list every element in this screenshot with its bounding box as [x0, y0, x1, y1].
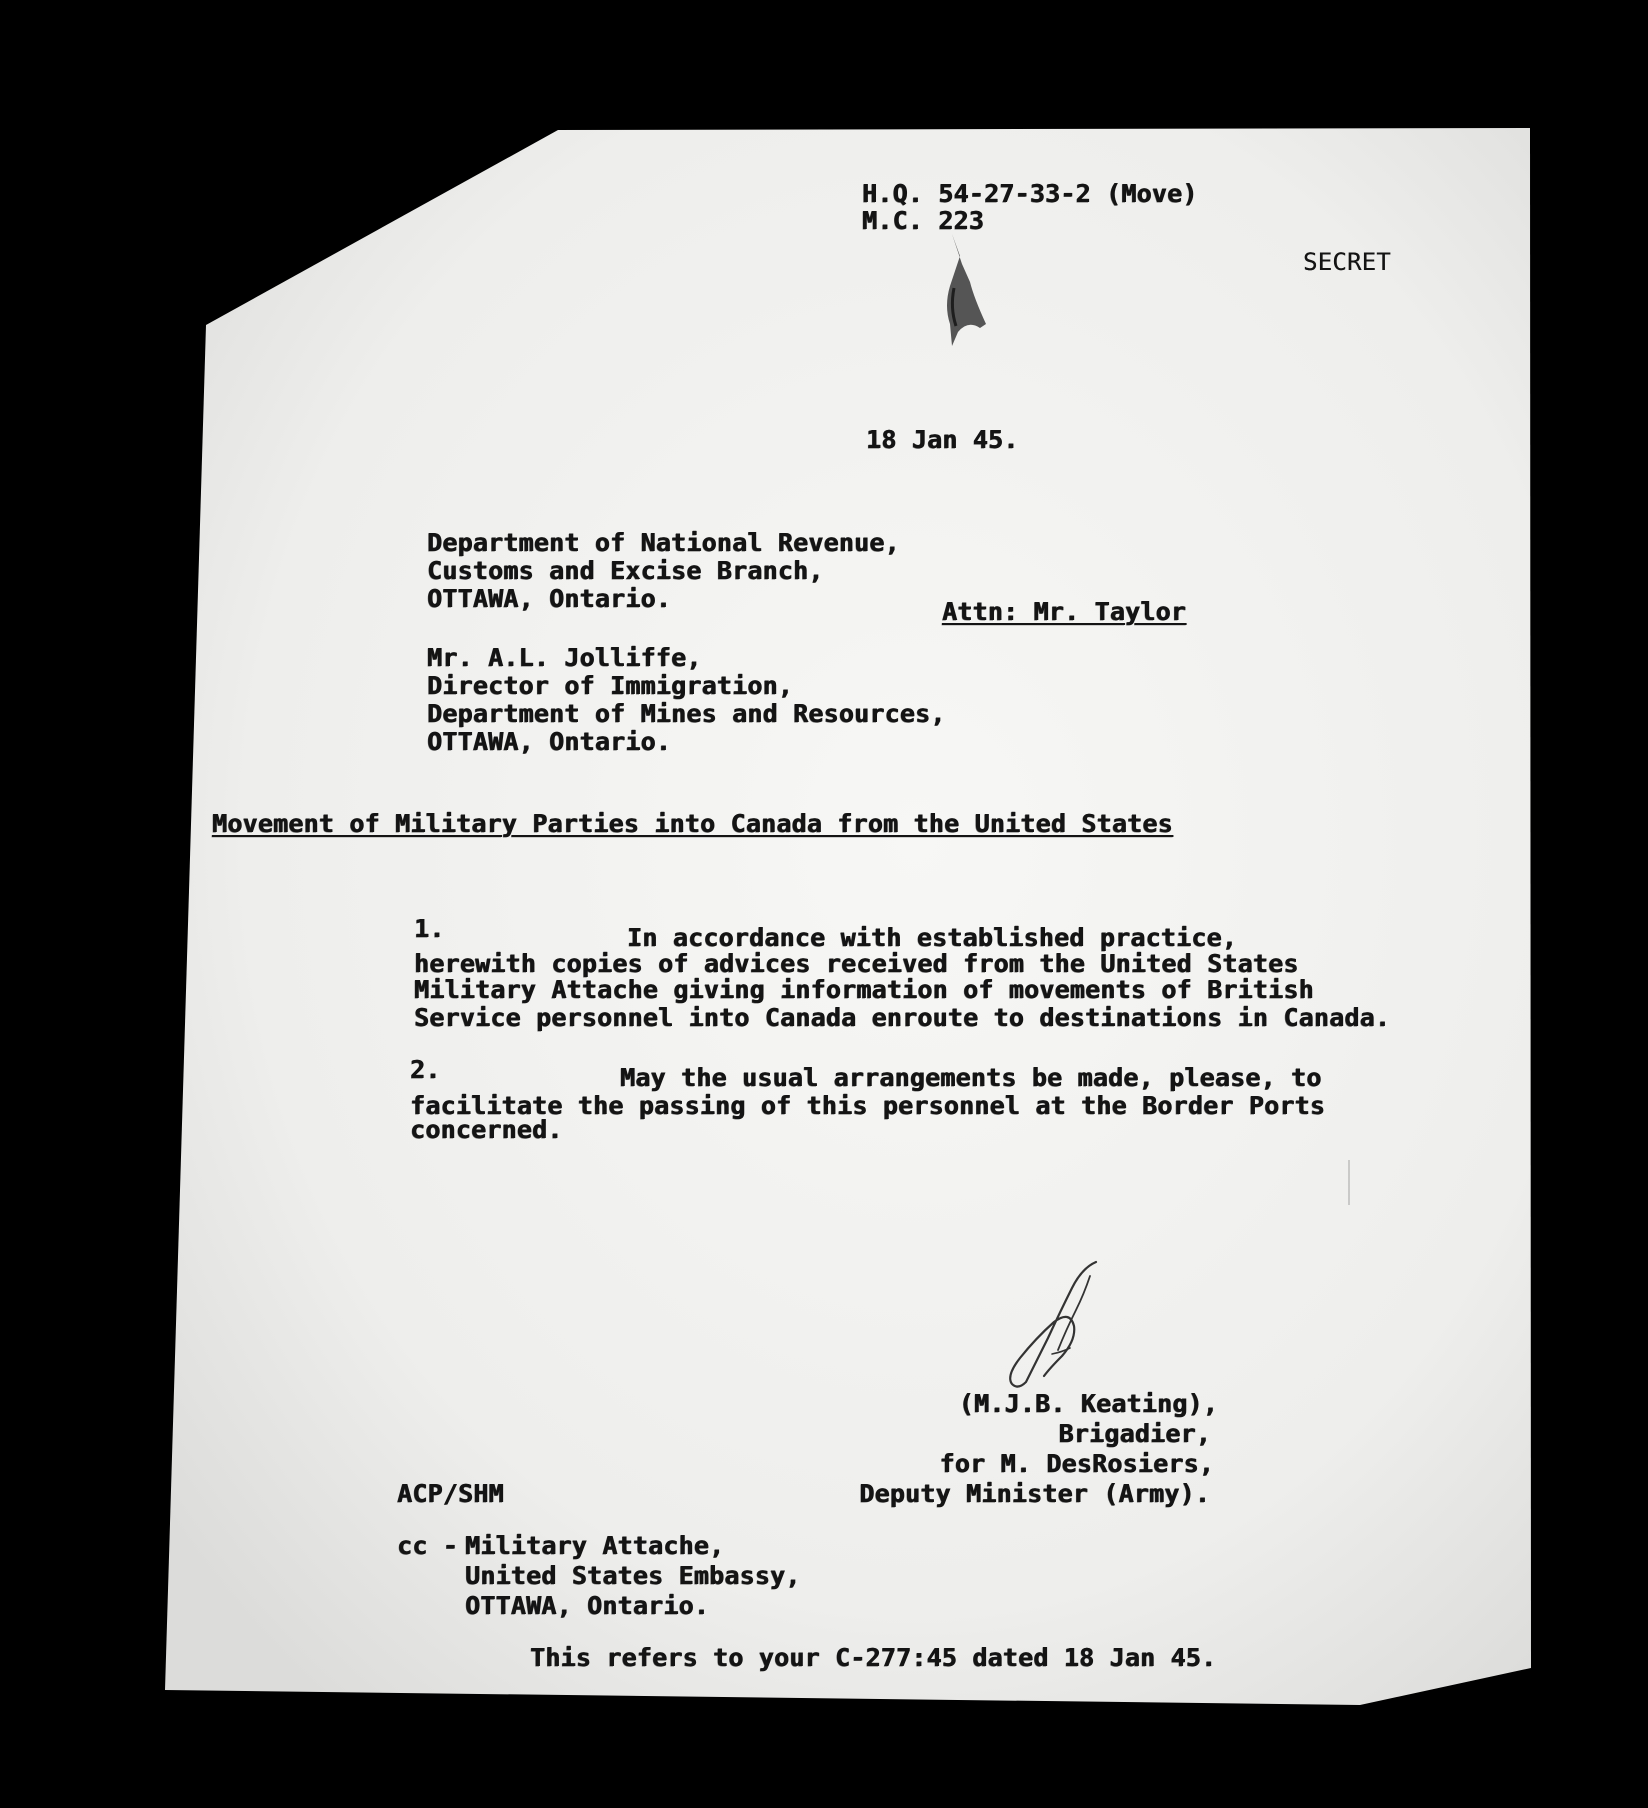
- signatory-title: Deputy Minister (Army).: [859, 1479, 1210, 1508]
- signatory-for: for M. DesRosiers,: [939, 1449, 1214, 1478]
- footer-reference-note: This refers to your C-277:45 dated 18 Jan 45.: [530, 1643, 1217, 1672]
- paragraph-line: May the usual arrangements be made, please, to: [620, 1063, 1322, 1092]
- paragraph-line: herewith copies of advices received from the United States: [414, 949, 1299, 978]
- address-line: OTTAWA, Ontario.: [427, 727, 672, 756]
- paragraph-line: concerned.: [410, 1115, 563, 1144]
- address-line: Director of Immigration,: [427, 671, 794, 700]
- cc-line: OTTAWA, Ontario.: [465, 1591, 710, 1620]
- paragraph-line: Military Attache giving information of movements of British: [414, 975, 1314, 1004]
- file-reference-line1: H.Q. 54-27-33-2 (Move): [862, 179, 1198, 208]
- file-reference-line2: M.C. 223: [862, 206, 985, 235]
- classification-marking: SECRET: [1303, 248, 1391, 276]
- address-line: Mr. A.L. Jolliffe,: [427, 643, 702, 672]
- paragraph-line: In accordance with established practice,: [627, 923, 1238, 952]
- paragraph-line: Service personnel into Canada enroute to destinations in Canada.: [414, 1003, 1391, 1032]
- paragraph-number: 2.: [410, 1055, 441, 1084]
- cc-line: United States Embassy,: [465, 1561, 801, 1590]
- pencil-arrow-mark: [930, 228, 1002, 356]
- signatory-name: (M.J.B. Keating),: [958, 1389, 1218, 1418]
- signatory-rank: Brigadier,: [1058, 1419, 1211, 1448]
- handwritten-signature: [996, 1258, 1110, 1392]
- cc-line: Military Attache,: [465, 1531, 725, 1560]
- cc-prefix: cc -: [397, 1531, 459, 1560]
- paragraph-number: 1.: [414, 914, 445, 943]
- typist-initials: ACP/SHM: [397, 1479, 504, 1508]
- letter-date: 18 Jan 45.: [866, 425, 1019, 454]
- paragraph-line: facilitate the passing of this personnel at the Border Ports: [410, 1091, 1326, 1120]
- address-line: Customs and Excise Branch,: [427, 556, 824, 585]
- address-line: Department of Mines and Resources,: [427, 699, 946, 728]
- address-line: OTTAWA, Ontario.: [427, 584, 672, 613]
- subject-heading: Movement of Military Parties into Canada from the United States: [212, 809, 1173, 838]
- address-line: Department of National Revenue,: [427, 528, 900, 557]
- attention-line: Attn: Mr. Taylor: [942, 597, 1187, 626]
